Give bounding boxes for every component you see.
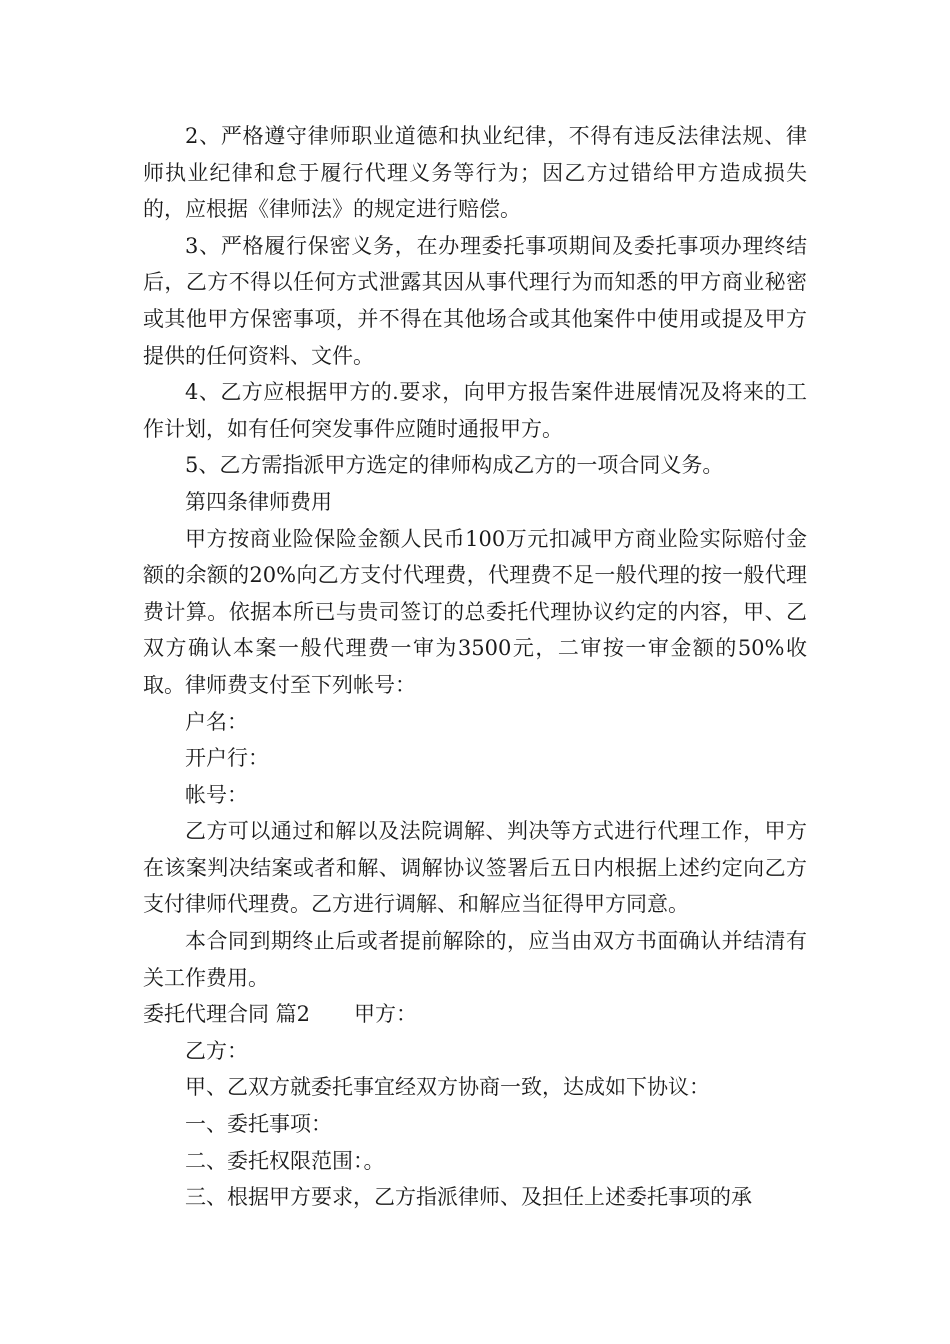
- contract-title: 委托代理合同 篇2: [143, 1002, 311, 1027]
- item-authority-scope: 二、委托权限范围：。: [185, 1148, 385, 1173]
- account-number-line: 帐号：: [185, 782, 248, 807]
- article-heading-fees: 第四条律师费用: [185, 489, 332, 514]
- clause-paragraph-5: 5、乙方需指派甲方选定的律师构成乙方的一项合同义务。: [185, 453, 724, 478]
- account-name-line: 户名：: [185, 709, 248, 734]
- party-b-label: 乙方：: [185, 1038, 248, 1063]
- clause-paragraph-2: 2、严格遵守律师职业道德和执业纪律，不得有违反法律法规、律师执业纪律和怠于履行代理义务等行为；因乙方过错给甲方造成损失的，应根据《律师法》的规定进行赔偿。: [143, 124, 807, 222]
- contract-section-heading: [143, 996, 807, 1033]
- party-a-label: 甲方：: [354, 1002, 418, 1027]
- fee-paragraph: 甲方按商业险保险金额人民币100万元扣减甲方商业险实际赔付金额的余额的20%向乙方支付代理费，代理费不足一般代理的按一般代理费计算。依据本所已与贵司签订的总委托代理协议约定的内容，甲、乙双方确认本案一般代理费一审为3500元，二审按一审金额的50%收取。律师费支付至下列帐号：: [143, 526, 807, 697]
- agreement-intro: 甲、乙双方就委托事宜经双方协商一致，达成如下协议：: [185, 1075, 710, 1100]
- termination-paragraph: 本合同到期终止后或者提前解除的，应当由双方书面确认并结清有关工作费用。: [143, 929, 807, 990]
- item-entrusted-matters: 一、委托事项：: [185, 1112, 332, 1137]
- clause-paragraph-3: 3、严格履行保密义务，在办理委托事项期间及委托事项办理终结后，乙方不得以任何方式泄露其因从事代理行为而知悉的甲方商业秘密或其他甲方保密事项，并不得在其他场合或其他案件中使用或提及甲方提供的任何资料、文件。: [143, 233, 807, 368]
- clause-paragraph-4: 4、乙方应根据甲方的.要求，向甲方报告案件进展情况及将来的工作计划，如有任何突发事件应随时通报甲方。: [143, 380, 807, 441]
- settlement-paragraph: 乙方可以通过和解以及法院调解、判决等方式进行代理工作，甲方在该案判决结案或者和解、调解协议签署后五日内根据上述约定向乙方支付律师代理费。乙方进行调解、和解应当征得甲方同意。: [143, 819, 807, 917]
- bank-line: 开户行：: [185, 746, 269, 771]
- document-body: [143, 118, 807, 1216]
- item-lawyer-assignment: 三、根据甲方要求，乙方指派律师、及担任上述委托事项的承: [185, 1185, 752, 1210]
